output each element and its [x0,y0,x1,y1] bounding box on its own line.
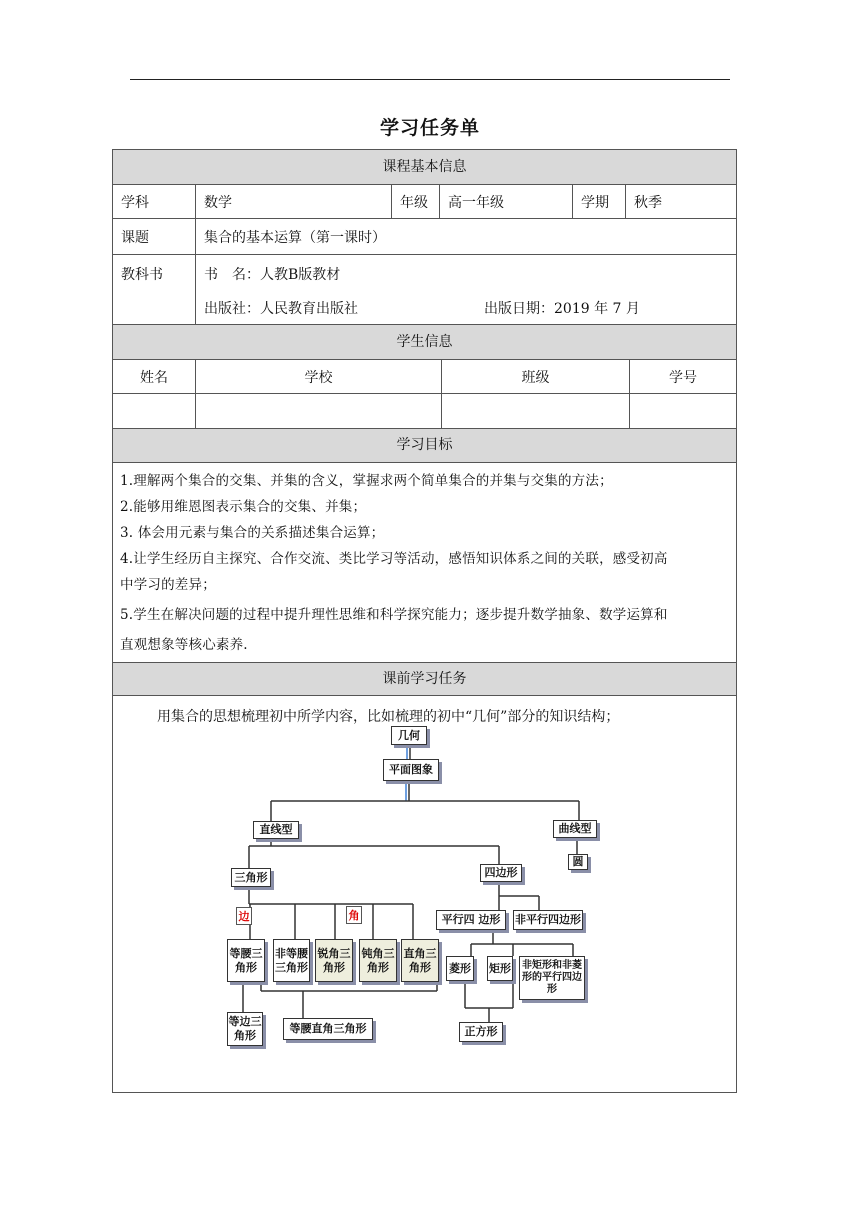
node-curve-type: 曲线型 [553,820,597,838]
task-sheet [112,149,737,1093]
node-parallelogram: 平行四 边形 [436,910,506,930]
student-input-row [113,394,736,429]
goal-item: 4.让学生经历自主探究、合作交流、类比学习等活动，感悟知识体系之间的关联，感受初高 [120,551,668,567]
goal-item: 直观想象等核心素养. [120,637,248,653]
section-title: 学习目标 [396,437,453,453]
node-acute-triangle: 锐角三角形 [315,939,353,982]
node-quadrilateral: 四边形 [480,864,522,882]
grade-label: 年级 [391,185,439,218]
topic-row [113,219,736,255]
node-isosceles-right-triangle: 等腰直角三角形 [283,1018,373,1040]
pre-task-header [113,663,736,696]
col-school: 学校 [195,360,441,393]
node-square: 正方形 [459,1022,503,1042]
publish-date: 出版日期：2019 年 7 月 [484,301,640,317]
col-student-id: 学号 [629,360,736,393]
node-other-parallelogram: 非矩形和非菱形的平行四边形 [519,956,585,1000]
pre-task-body [113,696,736,1092]
node-non-parallelogram: 非平行四边形 [513,910,583,930]
subject-row [113,185,736,219]
page-title: 学习任务单 [379,117,480,139]
name-field[interactable] [113,394,195,428]
term-value: 秋季 [625,185,736,218]
node-rectangle: 矩形 [487,956,513,981]
goals-body [113,463,736,663]
node-triangle: 三角形 [231,868,271,887]
goal-item: 5.学生在解决问题的过程中提升理性思维和科学探究能力；逐步提升数学抽象、数学运算和 [120,607,668,623]
grade-value: 高一年级 [439,185,572,218]
node-right-triangle: 直角三角形 [401,939,439,982]
subject-value: 数学 [195,185,391,218]
col-class: 班级 [441,360,629,393]
header-rule [130,79,730,80]
goal-item: 中学习的差异； [120,577,216,593]
node-geometry: 几何 [391,726,427,745]
publisher: 出版社：人民教育出版社 [204,301,358,317]
textbook-info [195,255,736,324]
node-obtuse-triangle: 钝角三角形 [359,939,397,982]
school-field[interactable] [195,394,441,428]
textbook-row [113,255,736,325]
node-equilateral-triangle: 等边三角形 [227,1012,263,1046]
topic-label: 课题 [121,229,149,246]
node-non-isosceles-triangle: 非等腰三角形 [273,939,310,982]
node-rhombus: 菱形 [446,956,474,981]
student-columns-row [113,360,736,394]
textbook-label: 教科书 [121,267,163,283]
goals-header [113,429,736,463]
goal-item: 3. 体会用元素与集合的关系描述集合运算； [120,525,385,541]
section-title: 课前学习任务 [382,671,467,687]
node-isosceles-triangle: 等腰三角形 [227,939,265,982]
course-info-header [113,150,736,185]
node-circle: 圆 [568,854,588,870]
topic-value: 集合的基本运算（第一课时） [195,219,736,254]
book-name: 书 名：人教B版教材 [204,267,341,283]
pre-task-intro: 用集合的思想梳理初中所学内容，比如梳理的初中“几何”部分的知识结构； [157,709,620,725]
student-id-field[interactable] [629,394,736,428]
section-title: 课程基本信息 [382,159,467,175]
tag-angle: 角 [346,906,362,924]
class-field[interactable] [441,394,629,428]
geometry-structure-diagram [223,726,608,1062]
goal-item: 2.能够用维恩图表示集合的交集、并集； [120,499,367,515]
section-title: 学生信息 [396,334,453,350]
node-line-type: 直线型 [253,821,299,839]
col-name: 姓名 [140,369,168,386]
term-label: 学期 [572,185,625,218]
subject-label: 学科 [121,194,149,211]
tag-side: 边 [236,907,252,925]
node-plane-figure: 平面图象 [383,759,439,781]
goal-item: 1.理解两个集合的交集、并集的含义，掌握求两个简单集合的并集与交集的方法； [120,473,613,489]
student-info-header [113,325,736,360]
